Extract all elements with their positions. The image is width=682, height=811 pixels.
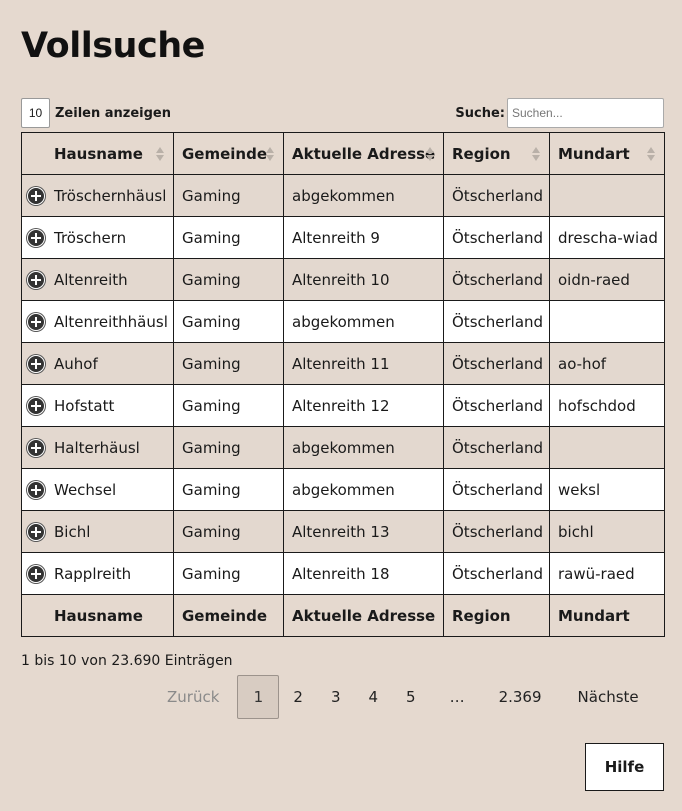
search-control bbox=[455, 98, 664, 128]
cell-region: Ötscherland bbox=[444, 553, 550, 595]
cell-gemeinde: Gaming bbox=[174, 427, 284, 469]
table-footer bbox=[22, 595, 665, 637]
column-header-label: Hausname bbox=[54, 144, 143, 163]
expand-row-icon[interactable] bbox=[27, 481, 45, 499]
cell-region: Ötscherland bbox=[444, 511, 550, 553]
cell-mundart: bichl bbox=[550, 511, 665, 553]
expand-row-icon[interactable] bbox=[27, 313, 45, 331]
page-title: Vollsuche bbox=[21, 26, 205, 66]
cell-text: Bichl bbox=[54, 522, 91, 541]
page-length-control bbox=[21, 98, 171, 128]
column-header-label: Gemeinde bbox=[182, 144, 268, 163]
cell-region: Ötscherland bbox=[444, 343, 550, 385]
footer-hausname: Hausname bbox=[22, 595, 174, 637]
expand-row-icon[interactable] bbox=[27, 439, 45, 457]
cell-text: Altenreith bbox=[54, 270, 128, 289]
sort-icon bbox=[155, 146, 165, 162]
table-row bbox=[22, 385, 665, 427]
pagination-next[interactable]: Nächste bbox=[577, 687, 639, 706]
pagination-previous[interactable]: Zurück bbox=[167, 687, 220, 706]
expand-row-icon[interactable] bbox=[27, 523, 45, 541]
cell-gemeinde: Gaming bbox=[174, 301, 284, 343]
sort-icon bbox=[646, 146, 656, 162]
table-controls bbox=[21, 98, 664, 128]
cell-gemeinde: Gaming bbox=[174, 343, 284, 385]
cell-adresse: abgekommen bbox=[284, 427, 444, 469]
table-row bbox=[22, 217, 665, 259]
cell-adresse: abgekommen bbox=[284, 175, 444, 217]
pagination-ellipsis: … bbox=[449, 687, 465, 706]
footer-region: Region bbox=[444, 595, 550, 637]
sort-icon bbox=[531, 146, 541, 162]
cell-hausname bbox=[22, 385, 174, 427]
cell-adresse: abgekommen bbox=[284, 301, 444, 343]
table-row bbox=[22, 469, 665, 511]
cell-region: Ötscherland bbox=[444, 385, 550, 427]
column-header-label: Region bbox=[452, 144, 511, 163]
pagination-page[interactable]: 5 bbox=[406, 687, 416, 706]
pagination-page-current[interactable]: 1 bbox=[237, 675, 279, 719]
cell-gemeinde: Gaming bbox=[174, 553, 284, 595]
cell-text: Tröschernhäusl bbox=[54, 186, 167, 205]
cell-mundart: rawü-raed bbox=[550, 553, 665, 595]
cell-hausname bbox=[22, 301, 174, 343]
sort-icon bbox=[265, 146, 275, 162]
pagination-page[interactable]: 2 bbox=[293, 687, 303, 706]
pagination-page[interactable]: 3 bbox=[330, 687, 341, 706]
column-header-adresse[interactable] bbox=[284, 133, 444, 175]
cell-mundart bbox=[550, 301, 665, 343]
results-table bbox=[21, 132, 665, 637]
table-header bbox=[22, 133, 665, 175]
table-row bbox=[22, 427, 665, 469]
search-label: Suche: bbox=[455, 105, 505, 121]
cell-gemeinde: Gaming bbox=[174, 217, 284, 259]
cell-mundart: oidn-raed bbox=[550, 259, 665, 301]
cell-text: Hofstatt bbox=[54, 396, 115, 415]
cell-text: Altenreithhäusl bbox=[54, 312, 168, 331]
pagination-page-last[interactable]: 2.369 bbox=[498, 687, 542, 706]
column-header-label: Aktuelle Adresse bbox=[292, 144, 436, 163]
cell-adresse: Altenreith 10 bbox=[284, 259, 444, 301]
page-length-label: Zeilen anzeigen bbox=[55, 105, 171, 121]
cell-adresse: Altenreith 12 bbox=[284, 385, 444, 427]
cell-adresse: abgekommen bbox=[284, 469, 444, 511]
cell-mundart: drescha-wiad bbox=[550, 217, 665, 259]
cell-gemeinde: Gaming bbox=[174, 385, 284, 427]
expand-row-icon[interactable] bbox=[27, 565, 45, 583]
cell-text: Auhof bbox=[54, 354, 98, 373]
cell-adresse: Altenreith 11 bbox=[284, 343, 444, 385]
cell-adresse: Altenreith 18 bbox=[284, 553, 444, 595]
expand-row-icon[interactable] bbox=[27, 187, 45, 205]
cell-region: Ötscherland bbox=[444, 259, 550, 301]
expand-row-icon[interactable] bbox=[27, 355, 45, 373]
cell-mundart bbox=[550, 427, 665, 469]
cell-region: Ötscherland bbox=[444, 469, 550, 511]
table-row bbox=[22, 343, 665, 385]
cell-text: Wechsel bbox=[54, 480, 117, 499]
cell-hausname bbox=[22, 553, 174, 595]
pagination bbox=[155, 674, 653, 719]
cell-hausname bbox=[22, 217, 174, 259]
table-row bbox=[22, 259, 665, 301]
table-info: 1 bis 10 von 23.690 Einträgen bbox=[21, 653, 233, 669]
cell-text: Rapplreith bbox=[54, 564, 132, 583]
cell-region: Ötscherland bbox=[444, 301, 550, 343]
footer-adresse: Aktuelle Adresse bbox=[284, 595, 444, 637]
column-header-hausname[interactable] bbox=[22, 133, 174, 175]
cell-gemeinde: Gaming bbox=[174, 175, 284, 217]
cell-mundart: ao-hof bbox=[550, 343, 665, 385]
pagination-page[interactable]: 4 bbox=[368, 687, 379, 706]
cell-region: Ötscherland bbox=[444, 217, 550, 259]
cell-hausname bbox=[22, 469, 174, 511]
cell-region: Ötscherland bbox=[444, 175, 550, 217]
search-input[interactable] bbox=[507, 98, 664, 128]
expand-row-icon[interactable] bbox=[27, 271, 45, 289]
cell-adresse: Altenreith 9 bbox=[284, 217, 444, 259]
cell-text: Halterhäusl bbox=[54, 438, 140, 457]
page-length-select[interactable]: 10 bbox=[21, 98, 50, 128]
cell-text: Tröschern bbox=[54, 228, 127, 247]
column-header-gemeinde[interactable] bbox=[174, 133, 284, 175]
help-button[interactable]: Hilfe bbox=[585, 743, 664, 791]
table-row bbox=[22, 175, 665, 217]
cell-hausname bbox=[22, 427, 174, 469]
cell-hausname bbox=[22, 511, 174, 553]
cell-mundart: weksl bbox=[550, 469, 665, 511]
cell-adresse: Altenreith 13 bbox=[284, 511, 444, 553]
footer-mundart: Mundart bbox=[550, 595, 665, 637]
cell-gemeinde: Gaming bbox=[174, 469, 284, 511]
table-row bbox=[22, 511, 665, 553]
column-header-region[interactable] bbox=[444, 133, 550, 175]
expand-row-icon[interactable] bbox=[27, 229, 45, 247]
footer-gemeinde: Gemeinde bbox=[174, 595, 284, 637]
expand-row-icon[interactable] bbox=[27, 397, 45, 415]
cell-gemeinde: Gaming bbox=[174, 511, 284, 553]
column-header-label: Mundart bbox=[558, 144, 630, 163]
table-body bbox=[22, 175, 665, 595]
cell-mundart: hofschdod bbox=[550, 385, 665, 427]
cell-hausname bbox=[22, 343, 174, 385]
cell-hausname bbox=[22, 259, 174, 301]
table-row bbox=[22, 301, 665, 343]
cell-mundart bbox=[550, 175, 665, 217]
cell-hausname bbox=[22, 175, 174, 217]
table-row bbox=[22, 553, 665, 595]
column-header-mundart[interactable] bbox=[550, 133, 665, 175]
cell-region: Ötscherland bbox=[444, 427, 550, 469]
cell-gemeinde: Gaming bbox=[174, 259, 284, 301]
sort-icon bbox=[425, 146, 435, 162]
